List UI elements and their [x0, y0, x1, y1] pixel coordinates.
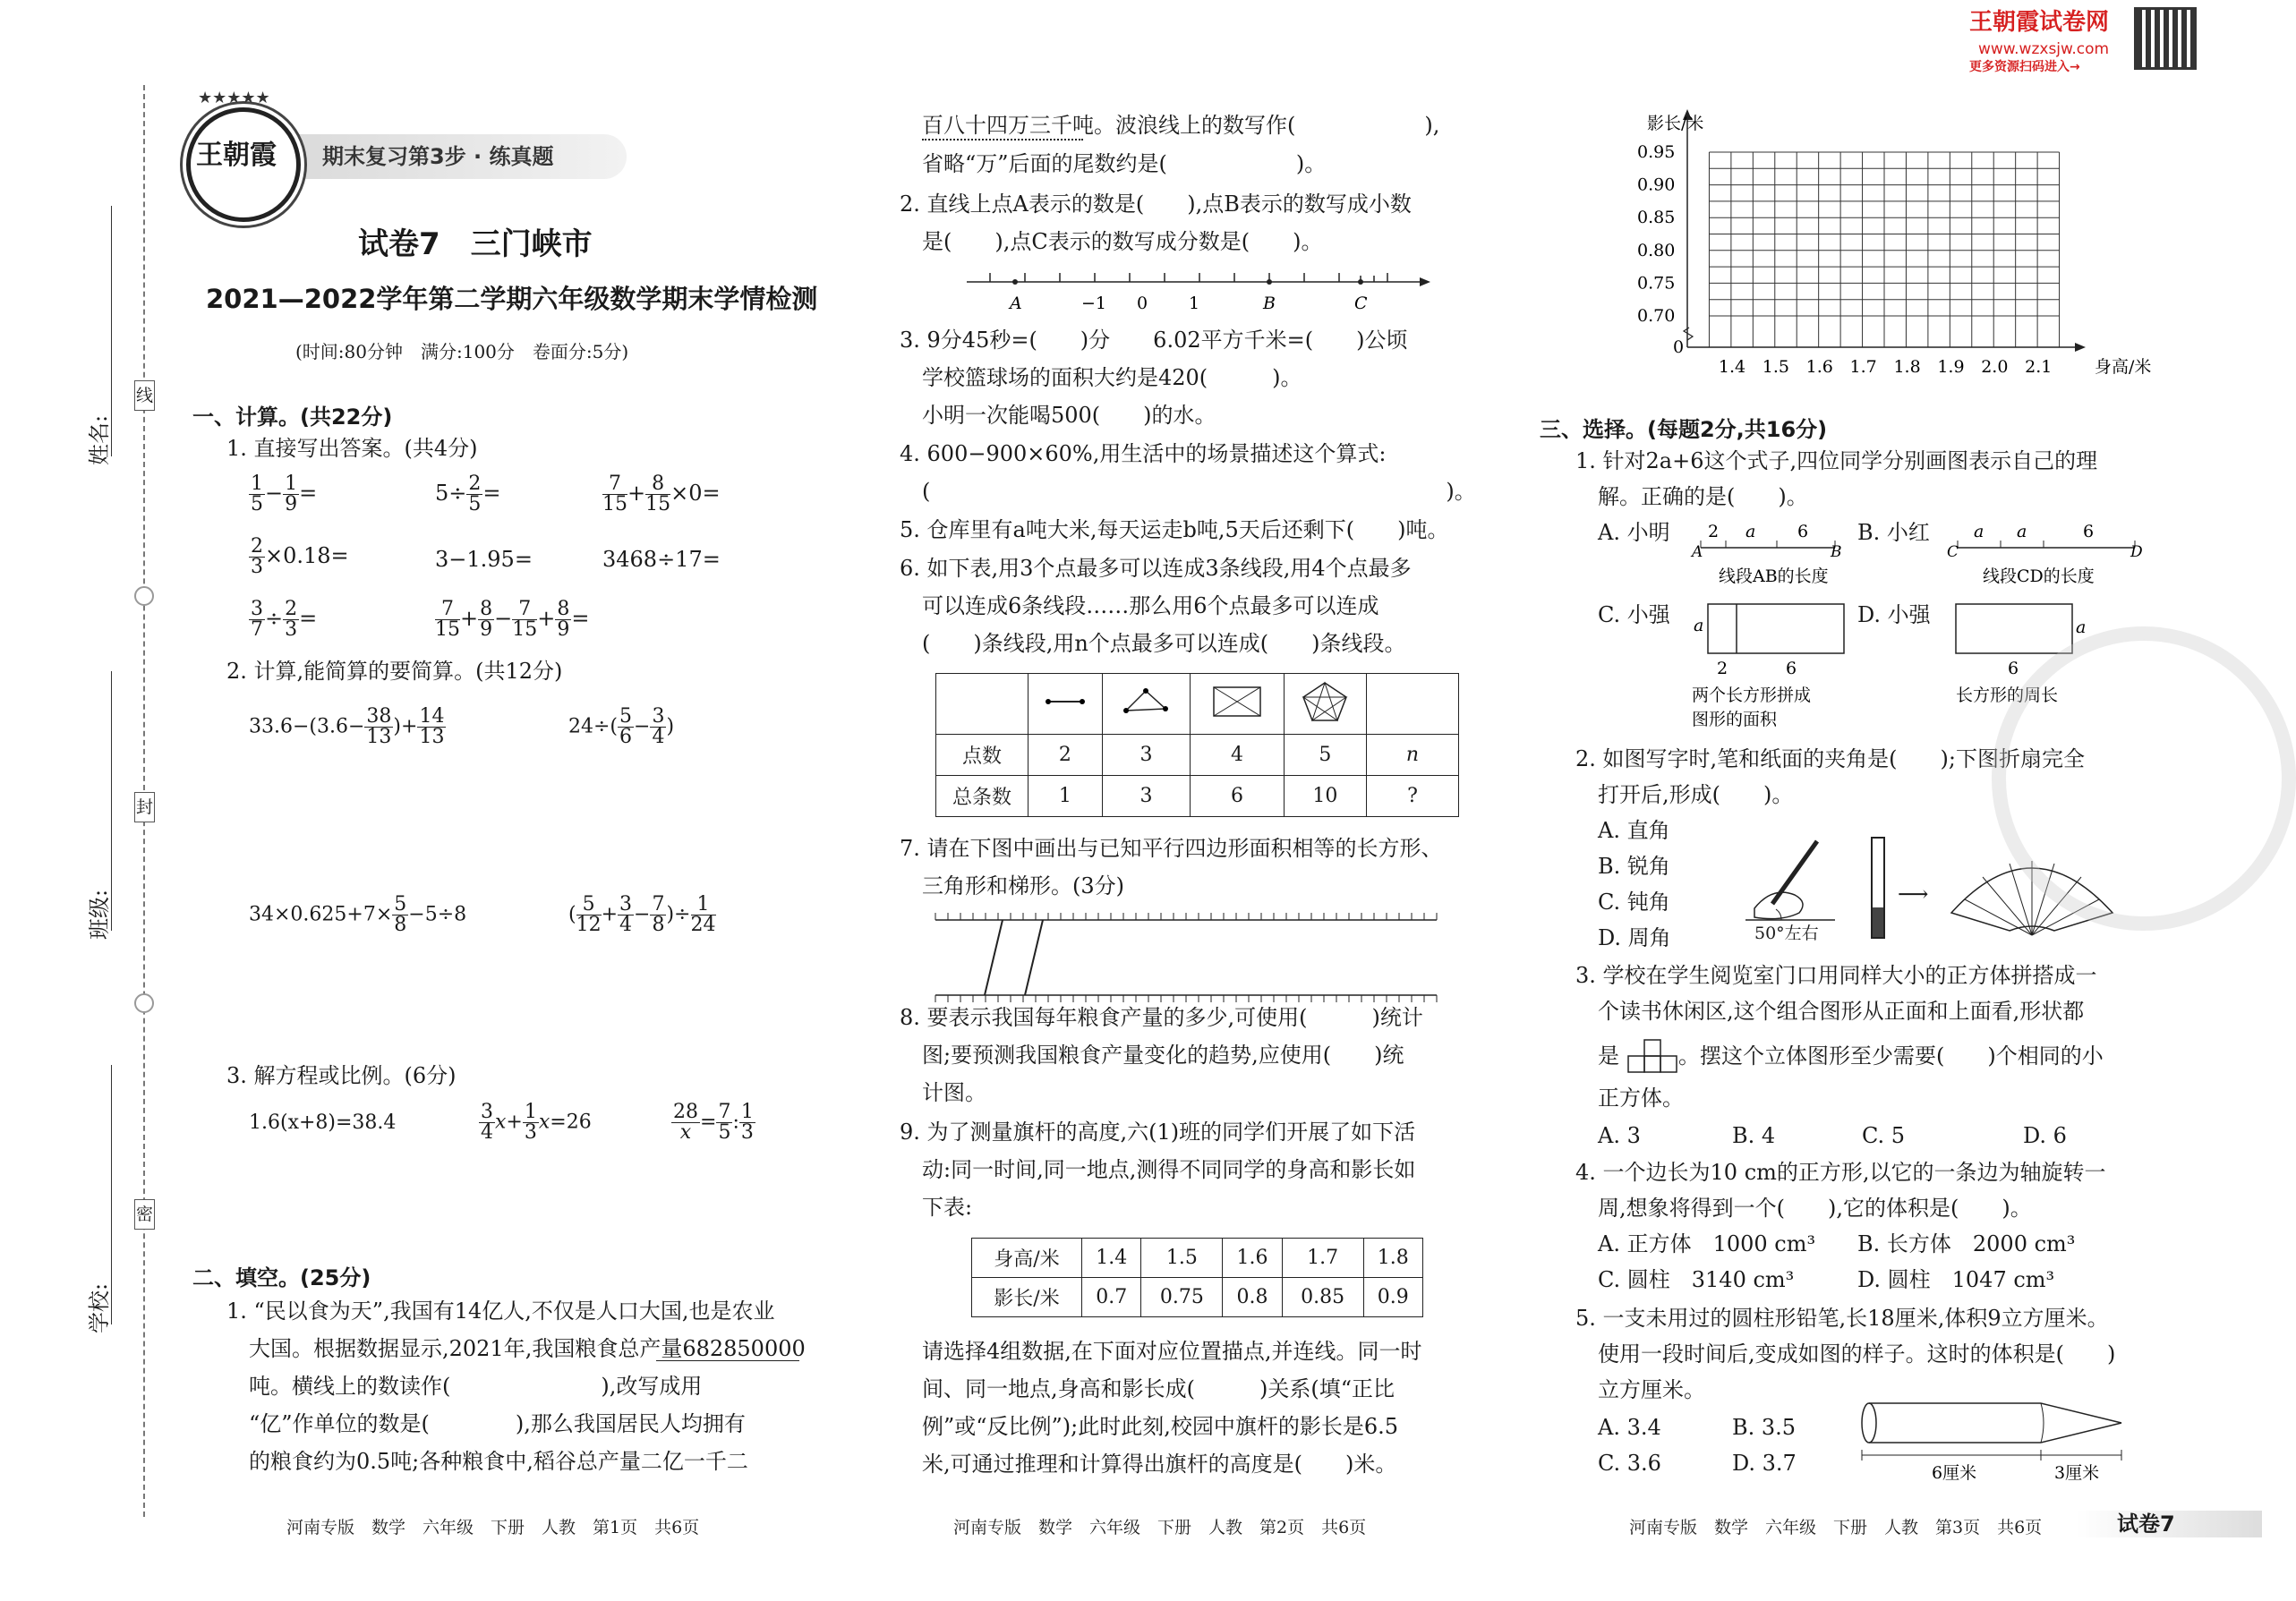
c5-option-a[interactable]: A. 3.4	[1598, 1415, 1661, 1440]
c5-line-2: 使用一段时间后,变成如图的样子。这时的体积是( )	[1598, 1341, 2116, 1367]
f2-line-2: 是( ),点C表示的数写成分数是( )。	[922, 229, 1323, 254]
svg-text:2: 2	[1708, 522, 1720, 541]
q2-item-4: ( $\frac{5}{12}$ + $\frac{3}{4}$ − $\frac{7}{8}$ )÷ $\frac{1}{24}$	[568, 893, 716, 936]
svg-text:两个长方形拼成: 两个长方形拼成	[1692, 686, 1812, 705]
f4-line-1: 4. 600−900×60%,用生活中的场景描述这个算式:	[900, 441, 1387, 466]
f9b-line-2: 间、同一地点,身高和影长成( )关系(填“正比	[922, 1376, 1395, 1401]
c5-line-3: 立方厘米。	[1598, 1377, 1705, 1402]
f9b-line-1: 请选择4组数据,在下面对应位置描点,并连线。同一时	[922, 1339, 1422, 1364]
f3-line-3: 小明一次能喝500( )的水。	[922, 403, 1216, 428]
svg-text:3厘米: 3厘米	[2054, 1463, 2100, 1483]
numline-label-0: 0	[1137, 294, 1148, 313]
brand-more: 更多资源扫码进入→	[1969, 60, 2080, 74]
points-table: 点数 2 3 4 5 n 总条数 1 3 6 10 ?	[935, 673, 1459, 817]
q1-item-5: 3−1.95=	[435, 547, 533, 572]
x-tick-label: 1.4	[1718, 357, 1746, 377]
svg-text:B: B	[1831, 543, 1842, 561]
svg-text:6厘米: 6厘米	[1932, 1463, 1977, 1483]
x-axis-label: 身高/米	[2095, 357, 2152, 377]
five-points-icon	[1284, 674, 1366, 735]
punch-hole-icon	[134, 993, 154, 1013]
y-tick-label: 0.85	[1637, 208, 1676, 228]
q2-title: 2. 计算,能简算的要简算。(共12分)	[226, 659, 563, 684]
shadow-chart[interactable]	[1629, 107, 2152, 394]
t6-header-total: 总条数	[936, 776, 1029, 817]
logo-badge	[186, 89, 301, 222]
f6-line-2: 可以连成6条线段……那么用6个点最多可以连成	[922, 593, 1379, 618]
q1-item-2: 5÷ $\frac{2}{5}$ =	[435, 473, 501, 515]
binding-school-blank[interactable]	[111, 1065, 112, 1324]
f9b-line-4: 米,可通过推理和计算得出旗杆的高度是( )米。	[922, 1452, 1397, 1477]
x-tick-label: 1.9	[1937, 357, 1965, 377]
f7-line-2: 三角形和梯形。(3分)	[922, 873, 1124, 898]
c1-option-a[interactable]: A. 小明	[1598, 520, 1670, 545]
q1-grid	[249, 474, 804, 653]
y-tick-label: 0.95	[1637, 142, 1676, 162]
c3-line-4: 正方体。	[1598, 1086, 1684, 1111]
y-tick-label: 0	[1673, 337, 1685, 357]
svg-text:A: A	[1692, 543, 1703, 561]
paper-title: 试卷7 三门峡市	[358, 226, 593, 262]
x-tick-label: 1.5	[1762, 357, 1789, 377]
f4-line-2: ( )。	[922, 479, 1476, 504]
punch-hole-icon	[134, 586, 154, 606]
c3-line-3a: 是	[1598, 1043, 1619, 1069]
c2-option-d[interactable]: D. 周角	[1598, 925, 1671, 950]
numline-label-a: A	[1010, 294, 1022, 313]
f1-line-2: 大国。根据数据显示,2021年,我国粮食总产量682850000	[249, 1336, 806, 1361]
c4-line-1: 4. 一个边长为10 cm的正方形,以它的一条边为轴旋转一	[1575, 1160, 2106, 1185]
y-axis-label: 影长/米	[1647, 114, 1704, 133]
svg-text:2: 2	[1717, 659, 1728, 678]
parallelogram-drawing-area[interactable]	[935, 913, 1437, 1002]
q3-item-2: $\frac{3}{4}$ x+ $\frac{1}{3}$ x=26	[481, 1101, 592, 1144]
c2-line-2: 打开后,形成( )。	[1598, 782, 1794, 807]
binding-class-label: 班级:	[87, 889, 112, 940]
q1-item-4: $\frac{2}{3}$ ×0.18=	[251, 535, 349, 578]
logo-text: 王朝霞	[196, 140, 277, 171]
f9-line-3: 下表:	[922, 1195, 973, 1220]
q2-item-2: 24÷( $\frac{5}{6}$ − $\frac{3}{4}$ )	[568, 705, 675, 748]
footer-page-2: 河南专版 数学 六年级 下册 人教 第2页 共6页	[953, 1518, 1367, 1537]
two-points-icon	[1029, 674, 1103, 735]
exam-info: (时间:80分钟 满分:100分 卷面分:5分)	[295, 341, 629, 362]
brand-url[interactable]: www.wzxsjw.com	[1978, 40, 2110, 58]
watermark-seal-icon	[1992, 626, 2296, 931]
c3-option-b[interactable]: B. 4	[1732, 1123, 1776, 1148]
svg-text:D: D	[2130, 543, 2143, 561]
binding-seal-mark: 封	[134, 792, 155, 822]
c3-line-1: 3. 学校在学生阅览室门口用同样大小的正方体拼搭成一	[1575, 963, 2097, 988]
c2-angle-label: 50°左右	[1754, 924, 1819, 943]
c3-option-c[interactable]: C. 5	[1862, 1123, 1906, 1148]
f8-line-1: 8. 要表示我国每年粮食产量的多少,可使用( )统计	[900, 1005, 1423, 1030]
c1-figure-a	[1692, 521, 1844, 592]
c3-line-3b: 。摆这个立体图形至少需要( )个相同的小	[1678, 1043, 2104, 1069]
q1-item-6: 3468÷17=	[602, 547, 721, 572]
c1-option-c[interactable]: C. 小强	[1598, 602, 1670, 627]
x-tick-label: 2.1	[2025, 357, 2053, 377]
f2-line-1: 2. 直线上点A表示的数是( ),点B表示的数写成小数	[900, 192, 1412, 217]
svg-text:图形的面积: 图形的面积	[1692, 710, 1778, 729]
y-tick-label: 0.70	[1637, 306, 1676, 326]
y-tick-label: 0.75	[1637, 273, 1676, 294]
f1-cont-2: 省略“万”后面的尾数约是( )。	[922, 151, 1327, 176]
f6-line-3: ( )条线段,用n个点最多可以连成( )条线段。	[922, 631, 1406, 656]
c4-option-a[interactable]: A. 正方体 1000 cm³	[1598, 1231, 1816, 1256]
svg-text:6: 6	[1797, 522, 1809, 541]
svg-text:线段CD的长度: 线段CD的长度	[1983, 566, 2095, 586]
brand-name: 王朝霞试卷网	[1969, 9, 2110, 36]
svg-text:6: 6	[2083, 522, 2095, 541]
binding-line-mark: 线	[134, 380, 155, 411]
c4-option-d[interactable]: D. 圆柱 1047 cm³	[1857, 1267, 2055, 1292]
three-points-icon	[1102, 674, 1190, 735]
q1-item-1: $\frac{1}{5}$ − $\frac{1}{9}$ =	[251, 473, 318, 515]
c5-line-1: 5. 一支未用过的圆柱形铅笔,长18厘米,体积9立方厘米。	[1575, 1306, 2109, 1331]
c4-line-2: 周,想象将得到一个( ),它的体积是( )。	[1598, 1196, 2032, 1221]
c1-figure-b	[1947, 521, 2144, 592]
x-tick-label: 1.6	[1805, 357, 1833, 377]
x-tick-label: 1.7	[1849, 357, 1877, 377]
binding-school-label: 学校:	[87, 1282, 112, 1333]
c3-option-a[interactable]: A. 3	[1598, 1123, 1641, 1148]
q1-title: 1. 直接写出答案。(共4分)	[226, 436, 478, 461]
c5-option-c[interactable]: C. 3.6	[1598, 1451, 1661, 1476]
f5-line: 5. 仓库里有a吨大米,每天运走b吨,5天后还剩下( )吨。	[900, 517, 1449, 542]
c2-line-1: 2. 如图写字时,笔和纸面的夹角是( );下图折扇完全	[1575, 746, 2085, 771]
c2-option-c[interactable]: C. 钝角	[1598, 890, 1670, 915]
numline-label-m1: −1	[1081, 294, 1107, 313]
c4-option-c[interactable]: C. 圆柱 3140 cm³	[1598, 1267, 1795, 1292]
f9-line-1: 9. 为了测量旗杆的高度,六(1)班的同学们开展了如下活	[900, 1120, 1416, 1145]
numline-label-1: 1	[1189, 294, 1200, 313]
svg-text:6: 6	[2008, 659, 2019, 678]
section-2-title: 二、填空。(25分)	[192, 1265, 371, 1290]
c2-option-a[interactable]: A. 直角	[1598, 818, 1670, 843]
closed-fan-icon	[1871, 837, 1885, 939]
q3-title: 3. 解方程或比例。(6分)	[226, 1063, 457, 1088]
c5-option-d[interactable]: D. 3.7	[1732, 1451, 1797, 1476]
underline-mark	[656, 1360, 799, 1361]
axis-break-icon	[1684, 328, 1693, 340]
footer-tag: 试卷7	[2117, 1512, 2175, 1537]
f9b-line-3: 例”或“反比例”);此时此刻,校园中旗杆的影长是6.5	[922, 1414, 1399, 1439]
binding-name-label: 姓名:	[87, 414, 112, 465]
svg-text:长方形的周长: 长方形的周长	[1956, 686, 2059, 705]
f1-cont-1: 百八十四万三千吨。波浪线上的数写作( ),	[922, 113, 1440, 138]
binding-name-blank[interactable]	[111, 206, 112, 456]
svg-text:a: a	[2017, 522, 2027, 541]
q1-item-7: $\frac{3}{7}$ ÷ $\frac{2}{3}$ =	[251, 598, 318, 641]
f1-line-5: 的粮食约为0.5吨;各种粮食中,稻谷总产量二亿一千二	[249, 1449, 748, 1474]
numline-label-c: C	[1354, 294, 1368, 313]
c4-option-b[interactable]: B. 长方体 2000 cm³	[1857, 1231, 2076, 1256]
footer-page-1: 河南专版 数学 六年级 下册 人教 第1页 共6页	[286, 1518, 700, 1537]
y-tick-label: 0.80	[1637, 240, 1676, 260]
q1-item-8: $\frac{7}{15}$ + $\frac{8}{9}$ − $\frac{7}{15}$ + $\frac{8}{9}$ =	[435, 598, 590, 641]
wavy-underline	[922, 139, 1083, 141]
footer-page-3: 河南专版 数学 六年级 下册 人教 第3页 共6页	[1629, 1518, 2043, 1537]
binding-class-blank[interactable]	[111, 671, 112, 931]
c1-figure-c	[1692, 595, 1853, 729]
four-points-icon	[1191, 674, 1285, 735]
f3-line-1: 3. 9分45秒=( )分 6.02平方千米=( )公顷	[900, 328, 1408, 353]
f3-line-2: 学校篮球场的面积大约是420( )。	[922, 365, 1302, 390]
q2-item-1: 33.6−(3.6− $\frac{38}{13}$ )+ $\frac{14}{13}$	[249, 705, 445, 748]
f1-line-3: 吨。横线上的数读作( ),改写成用	[249, 1374, 703, 1399]
f8-line-3: 计图。	[922, 1080, 986, 1105]
q3-item-3: $\frac{28}{x}$ = $\frac{7}{5}$ : $\frac{1}{3}$	[673, 1101, 754, 1144]
f1-line-4: “亿”作单位的数是( ),那么我国居民人均拥有	[249, 1411, 746, 1436]
logo-stars-icon: ★★★★★	[198, 89, 270, 107]
svg-text:6: 6	[1786, 659, 1797, 678]
f8-line-2: 图;要预测我国粮食产量变化的趋势,应使用( )统	[922, 1043, 1404, 1068]
c3-option-d[interactable]: D. 6	[2023, 1123, 2067, 1148]
section-1-title: 一、计算。(共22分)	[192, 405, 393, 430]
f6-line-1: 6. 如下表,用3个点最多可以连成3条线段,用4个点最多	[900, 556, 1412, 581]
c1-line-2: 解。正确的是( )。	[1598, 484, 1808, 509]
arrow-icon: ⟶	[1898, 881, 1929, 907]
x-tick-label: 2.0	[1981, 357, 2009, 377]
svg-text:a: a	[1745, 522, 1756, 541]
c2-option-b[interactable]: B. 锐角	[1598, 854, 1670, 879]
c3-line-2: 个读书休闲区,这个组合图形从正面和上面看,形状都	[1598, 999, 2085, 1024]
section-3-title: 三、选择。(每题2分,共16分)	[1540, 417, 1828, 442]
numline-label-b: B	[1263, 294, 1276, 313]
y-tick-label: 0.90	[1637, 175, 1676, 195]
svg-text:C: C	[1947, 543, 1959, 561]
c1-option-d[interactable]: D. 小强	[1857, 602, 1931, 627]
c1-line-1: 1. 针对2a+6这个式子,四位同学分别画图表示自己的理	[1575, 448, 2098, 473]
svg-text:线段AB的长度: 线段AB的长度	[1719, 566, 1829, 586]
qr-code-icon[interactable]	[2134, 7, 2197, 70]
binding-secret-mark: 密	[134, 1199, 155, 1230]
t6-header-points: 点数	[936, 735, 1029, 776]
f1-line-1: 1. “民以食为天”,我国有14亿人,不仅是人口大国,也是农业	[226, 1299, 775, 1324]
c1-option-b[interactable]: B. 小红	[1857, 520, 1930, 545]
pencil-figure	[1853, 1396, 2139, 1486]
c5-option-b[interactable]: B. 3.5	[1732, 1415, 1797, 1440]
svg-text:a: a	[1974, 522, 1984, 541]
q3-item-1: 1.6(x+8)=38.4	[249, 1111, 397, 1134]
svg-text:a: a	[1694, 616, 1704, 635]
number-line-figure	[958, 260, 1441, 322]
step-label: 期末复习第3步 · 练真题	[322, 144, 554, 169]
x-axis-arrow	[2075, 343, 2086, 352]
q2-item-3: 34×0.625+7× $\frac{5}{8}$ −5÷8	[249, 893, 467, 936]
svg-text:a: a	[2076, 617, 2087, 637]
x-tick-label: 1.8	[1893, 357, 1921, 377]
exam-title: 2021—2022学年第二学期六年级数学期末学情检测	[206, 284, 818, 314]
q1-item-3: $\frac{7}{15}$ + $\frac{8}{15}$ ×0=	[602, 473, 721, 515]
height-shadow-table: 身高/米 1.4 1.5 1.6 1.7 1.8 影长/米 0.7 0.75 0.8 0.85 0.9	[971, 1238, 1423, 1317]
f7-line-1: 7. 请在下图中画出与已知平行四边形面积相等的长方形、	[900, 836, 1443, 861]
f9-line-2: 动:同一时间,同一地点,测得不同同学的身高和影长如	[922, 1157, 1416, 1182]
